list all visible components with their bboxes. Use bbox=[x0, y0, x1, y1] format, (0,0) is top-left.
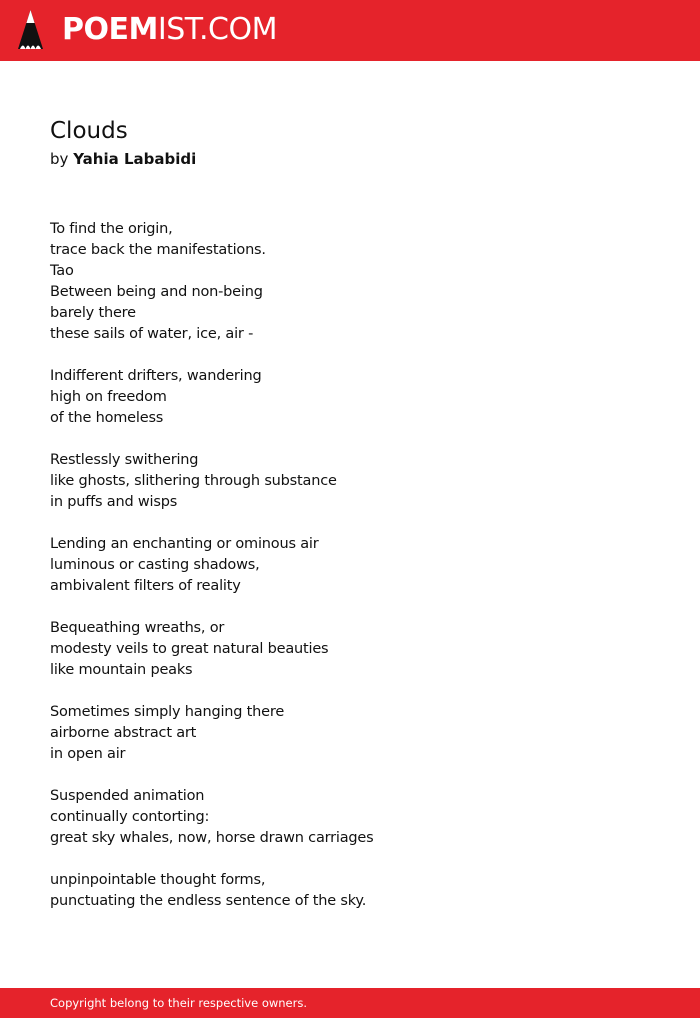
poem-stanza bbox=[50, 786, 650, 849]
poem-line: Restlessly swithering bbox=[50, 452, 199, 468]
poem-stanza bbox=[50, 618, 650, 681]
poem-line: Sometimes simply hanging there bbox=[50, 704, 285, 720]
logo-light-text: IST.COM bbox=[157, 12, 277, 47]
pencil-icon bbox=[17, 9, 44, 51]
poem-line: trace back the manifestations. bbox=[50, 242, 266, 258]
poem-line: Indifferent drifters, wandering bbox=[50, 368, 262, 384]
poem-stanza bbox=[50, 366, 650, 429]
poem-stanza bbox=[50, 702, 650, 765]
poem-line: these sails of water, ice, air - bbox=[50, 326, 254, 342]
poem-line: Lending an enchanting or ominous air bbox=[50, 536, 319, 552]
logo-bold-text: POEM bbox=[62, 12, 158, 47]
poem-line: great sky whales, now, horse drawn carriages bbox=[50, 830, 374, 846]
poem-line: airborne abstract art bbox=[50, 725, 197, 741]
poem-stanza bbox=[50, 534, 650, 597]
copyright-text: Copyright belong to their respective owners. bbox=[50, 996, 308, 1010]
poem-line: like mountain peaks bbox=[50, 662, 193, 678]
poem-stanza bbox=[50, 219, 650, 345]
by-label: by bbox=[50, 150, 69, 168]
poem-byline bbox=[50, 149, 196, 169]
poem-stanza bbox=[50, 450, 650, 513]
poem-line: ambivalent filters of reality bbox=[50, 578, 241, 594]
poem-stanza bbox=[50, 870, 650, 912]
poem-line: To find the origin, bbox=[50, 221, 173, 237]
poem-line: continually contorting: bbox=[50, 809, 210, 825]
poem-line: luminous or casting shadows, bbox=[50, 557, 260, 573]
poem-line: like ghosts, slithering through substance bbox=[50, 473, 337, 489]
poem-line: in puffs and wisps bbox=[50, 494, 178, 510]
poem-line: in open air bbox=[50, 746, 126, 762]
poem-line: Tao bbox=[50, 263, 74, 279]
poem-line: modesty veils to great natural beauties bbox=[50, 641, 329, 657]
poem-line: Suspended animation bbox=[50, 788, 205, 804]
poem-line: barely there bbox=[50, 305, 136, 321]
poem-line: unpinpointable thought forms, bbox=[50, 872, 266, 888]
site-header bbox=[0, 0, 700, 61]
poem-line: of the homeless bbox=[50, 410, 164, 426]
poem-line: high on freedom bbox=[50, 389, 167, 405]
poem-line: Between being and non-being bbox=[50, 284, 263, 300]
poem-line: punctuating the endless sentence of the sky. bbox=[50, 893, 367, 909]
poem-title: Clouds bbox=[50, 118, 128, 144]
poem-author: Yahia Lababidi bbox=[73, 150, 197, 168]
site-footer bbox=[0, 988, 700, 1018]
poem-line: Bequeathing wreaths, or bbox=[50, 620, 225, 636]
poem-body bbox=[50, 219, 650, 933]
site-logo[interactable] bbox=[62, 12, 277, 48]
